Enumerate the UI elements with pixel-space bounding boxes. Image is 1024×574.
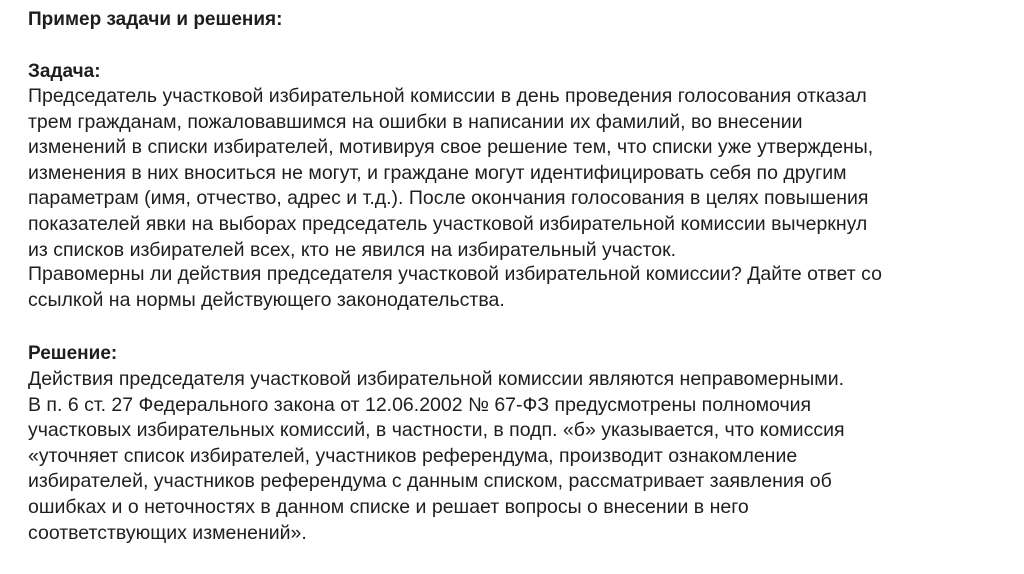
solution-text — [28, 367, 845, 546]
solution-line: участковых избирательных комиссий, в частности, в подп. «б» указывается, что комиссия — [28, 419, 845, 442]
page-title: Пример задачи и решения: — [28, 9, 283, 30]
task-heading: Задача: — [28, 61, 101, 82]
solution-line: избирателей, участников референдума с данным списком, рассматривает заявления об — [28, 470, 832, 493]
solution-line: ошибках и о неточностях в данном списке и решает вопросы о внесении в него — [28, 495, 749, 518]
task-line: параметрам (имя, отчество, адрес и т.д.). После окончания голосования в целях повышения — [28, 187, 869, 210]
task-text — [28, 84, 873, 263]
question-line: Правомерны ли действия председателя участковой избирательной комиссии? Дайте ответ со — [28, 263, 882, 285]
solution-line: В п. 6 ст. 27 Федерального закона от 12.06.2002 № 67-ФЗ предусмотрены полномочия — [28, 393, 812, 416]
slide-content — [28, 0, 1008, 574]
question-line: ссылкой на нормы действующего законодательства. — [28, 288, 505, 311]
solution-line: соответствующих изменений». — [28, 521, 307, 544]
task-line: трем гражданам, пожаловавшимся на ошибки в написании их фамилий, во внесении — [28, 110, 803, 133]
solution-heading: Решение: — [28, 343, 118, 364]
task-question — [28, 262, 882, 313]
solution-line: «уточняет список избирателей, участников референдума, производит ознакомление — [28, 444, 798, 467]
solution-line: Действия председателя участковой избирательной комиссии являются неправомерными. — [28, 368, 845, 390]
task-line: изменения в них вноситься не могут, и граждане могут идентифицировать себя по другим — [28, 161, 847, 184]
task-line: показателей явки на выборах председатель участковой избирательной комиссии вычеркнул — [28, 212, 868, 235]
task-line: Председатель участковой избирательной комиссии в день проведения голосования отказал — [28, 85, 867, 107]
task-line: из списков избирателей всех, кто не явился на избирательный участок. — [28, 238, 677, 261]
task-line: изменений в списки избирателей, мотивируя свое решение тем, что списки уже утверждены, — [28, 136, 874, 159]
